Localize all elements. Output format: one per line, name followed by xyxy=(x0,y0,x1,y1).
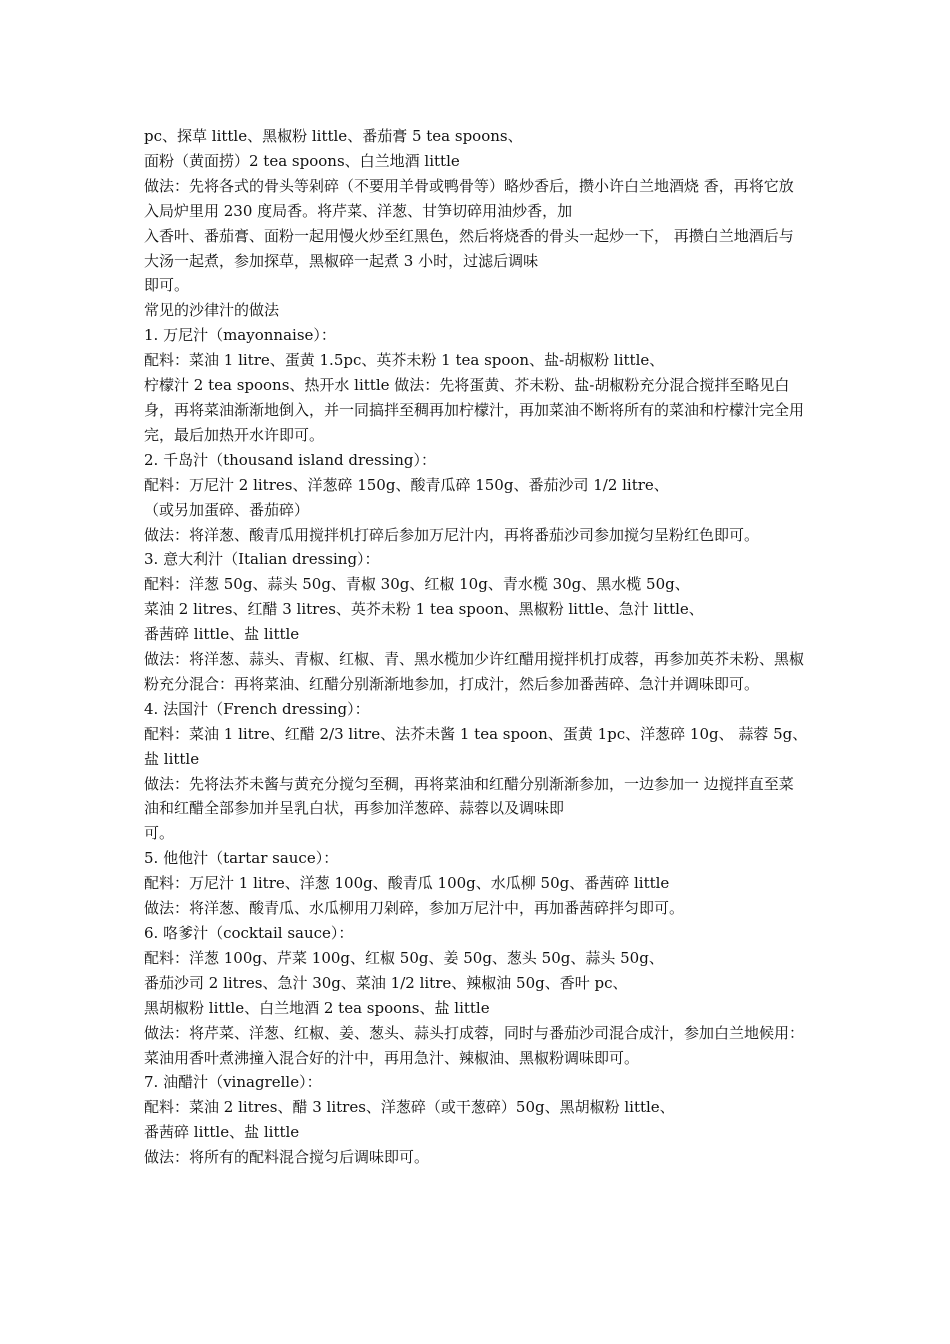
paragraph: 配料：菜油 2 litres、醋 3 litres、洋葱碎（或干葱碎）50g、黑胡椒粉 little、 xyxy=(144,1098,675,1117)
item-heading: 2. 千岛汁（thousand island dressing）： xyxy=(144,450,437,469)
paragraph: 配料：万尼汁 1 litre、洋葱 100g、酸青瓜 100g、水瓜柳 50g、番茜碎 little xyxy=(144,874,670,893)
item-heading: 7. 油醋汁（vinagrelle）： xyxy=(144,1073,322,1092)
paragraph: 即可。 xyxy=(144,276,190,295)
item-heading: 4. 法国汁（French dressing）： xyxy=(144,699,370,718)
item-heading: 5. 他他汁（tartar sauce）： xyxy=(144,849,339,868)
paragraph: 做法：将洋葱、酸青瓜用搅拌机打碎后参加万尼汁内，再将番茄沙司参加搅匀呈粉红色即可。 xyxy=(144,525,760,544)
paragraph: 柠檬汁 2 tea spoons、热开水 little 做法：先将蛋黄、芥未粉、盐-胡椒粉充分混合搅拌至略见白身，再将菜油渐渐地倒入，并一同搞拌至稠再加柠檬汁，再加菜油不断将所有的菜油和柠檬汁完全用完，最后加热开水许即可。 xyxy=(144,376,805,444)
paragraph: 可。 xyxy=(144,824,175,843)
paragraph: 做法：先将各式的骨头等剁碎（不要用羊骨或鸭骨等）略炒香后，攒小许白兰地酒烧 香，再将它放入局炉里用 230 度局香。将芹菜、洋葱、甘笋切碎用油炒香，加 xyxy=(144,176,794,220)
paragraph: 配料：菜油 1 litre、红醋 2/3 litre、法芥未酱 1 tea spoon、蛋黄 1pc、洋葱碎 10g、 蒜蓉 5g、盐 little xyxy=(144,724,808,768)
paragraph: 做法：将芹菜、洋葱、红椒、姜、葱头、蒜头打成蓉，同时与番茄沙司混合成汁，参加白兰地候用：菜油用香叶煮沸撞入混合好的汁中，再用急汁、辣椒油、黑椒粉调味即可。 xyxy=(144,1023,805,1067)
paragraph: 菜油 2 litres、红醋 3 litres、英芥未粉 1 tea spoon、黑椒粉 little、急汁 little、 xyxy=(144,600,704,619)
document-body xyxy=(144,124,808,1170)
paragraph: 做法：先将法芥未酱与黄充分搅匀至稠，再将菜油和红醋分别渐渐参加，一边参加一 边搅拌直至菜油和红醋全部参加并呈乳白状，再参加洋葱碎、蒜蓉以及调味即 xyxy=(144,774,794,818)
paragraph: 番茜碎 little、盐 little xyxy=(144,1123,300,1142)
paragraph: 配料：菜油 1 litre、蛋黄 1.5pc、英芥未粉 1 tea spoon、盐-胡椒粉 little、 xyxy=(144,351,665,370)
paragraph: （或另加蛋碎、番茄碎） xyxy=(144,500,310,519)
paragraph: 入香叶、番茄膏、面粉一起用慢火炒至红黑色，然后将烧香的骨头一起炒一下， 再攒白兰地酒后与大汤一起煮，参加探草，黑椒碎一起煮 3 小时，过滤后调味 xyxy=(144,226,794,270)
paragraph: 做法：将所有的配料混合搅匀后调味即可。 xyxy=(144,1148,430,1167)
paragraph: 做法：将洋葱、蒜头、青椒、红椒、青、黑水榄加少许红醋用搅拌机打成蓉，再参加英芥未粉、黑椒粉充分混合：再将菜油、红醋分别渐渐地参加，打成汁，然后参加番茜碎、急汁并调味即可。 xyxy=(144,650,805,693)
paragraph: 配料：万尼汁 2 litres、洋葱碎 150g、酸青瓜碎 150g、番茄沙司 1/2 litre、 xyxy=(144,475,669,494)
paragraph: 配料：洋葱 50g、蒜头 50g、青椒 30g、红椒 10g、青水榄 30g、黑水榄 50g、 xyxy=(144,575,690,594)
paragraph: 黑胡椒粉 little、白兰地酒 2 tea spoons、盐 little xyxy=(144,998,490,1017)
paragraph: pc、探草 little、黑椒粉 little、番茄膏 5 tea spoons、 xyxy=(144,127,523,145)
paragraph: 做法：将洋葱、酸青瓜、水瓜柳用刀剁碎，参加万尼汁中，再加番茜碎拌匀即可。 xyxy=(144,899,685,918)
paragraph: 番茄沙司 2 litres、急汁 30g、菜油 1/2 litre、辣椒油 50g、香叶 pc、 xyxy=(144,973,628,992)
paragraph: 配料：洋葱 100g、芹菜 100g、红椒 50g、姜 50g、葱头 50g、蒜头 50g、 xyxy=(144,948,664,967)
section-heading: 常见的沙律汁的做法 xyxy=(144,301,280,320)
paragraph: 面粉（黄面捞）2 tea spoons、白兰地酒 little xyxy=(144,151,460,170)
item-heading: 3. 意大利汁（Italian dressing）： xyxy=(144,550,380,569)
paragraph: 番茜碎 little、盐 little xyxy=(144,625,300,644)
item-heading: 1. 万尼汁（mayonnaise）： xyxy=(144,326,336,345)
item-heading: 6. 咯爹汁（cocktail sauce）： xyxy=(144,924,354,942)
